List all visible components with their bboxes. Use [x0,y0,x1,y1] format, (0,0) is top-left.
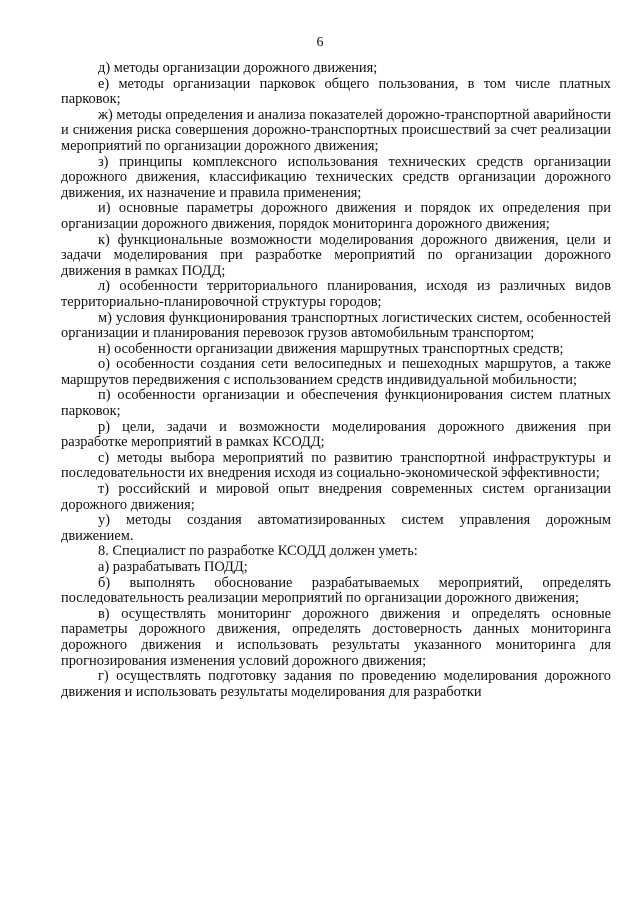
paragraph-d: д) методы организации дорожного движения; [98,60,378,76]
paragraph-i: и) основные параметры дорожного движения и порядок их определения при организации дорожного движения, порядок мониторинга дорожного движения; [61,200,611,232]
paragraph-u: у) методы создания автоматизированных систем управления дорожным движением. [61,512,611,544]
paragraph-o: о) особенности создания сети велосипедных и пешеходных маршрутов, а также маршрутов передвижения с использованием средств индивидуальной мобильности; [61,356,611,388]
paragraph-k: к) функциональные возможности моделирования дорожного движения, цели и задачи моделирования при разработке мероприятий по организации дорожного движения в рамках ПОДД; [61,231,611,279]
paragraph-r: р) цели, задачи и возможности моделирования дорожного движения при разработке мероприятий в рамках КСОДД; [61,418,611,451]
paragraph-g: г) осуществлять подготовку задания по проведению моделирования дорожного движения и использовать результаты моделирования для разработки [61,668,611,700]
paragraph-z: з) принципы комплексного использования технических средств организации дорожного движения, классификацию технических средств организации дорожного движения, их назначение и правила применения; [61,153,611,201]
paragraph-n: н) особенности организации движения маршрутных транспортных средств; [98,340,564,357]
paragraph-e: е) методы организации парковок общего пользования, в том числе платных парковок; [61,75,611,108]
paragraph-l: л) особенности территориального планирования, исходя из различных видов территориально-планировочной структуры городов; [61,278,611,310]
document-body [61,61,611,700]
page-number: 6 [316,35,324,50]
paragraph-v: в) осуществлять мониторинг дорожного движения и определять основные параметры дорожного движения, определять достоверность данных мониторинга дорожного движения и использовать результаты указанного мониторинга для прогнозирования изменения условий дорожного движения; [61,605,611,669]
paragraph-a: а) разрабатывать ПОДД; [98,559,248,575]
paragraph-zh: ж) методы определения и анализа показателей дорожно-транспортной аварийности и снижения риска совершения дорожно-транспортных происшествий за счет реализации мероприятий по организации дорожного движения; [61,106,611,154]
paragraph-t: т) российский и мировой опыт внедрения современных систем организации дорожного движения; [61,481,611,513]
section-8-heading: 8. Специалист по разработке КСОДД должен уметь: [98,543,418,560]
paragraph-m: м) условия функционирования транспортных логистических систем, особенностей организации и планирования перевозок грузов автомобильным транспортом; [61,309,611,342]
paragraph-s: с) методы выбора мероприятий по развитию транспортной инфраструктуры и последовательности их внедрения исходя из социально-экономической эффективности; [61,449,611,482]
paragraph-b: б) выполнять обоснование разрабатываемых мероприятий, определять последовательность реализации мероприятий по организации дорожного движения; [61,574,611,607]
paragraph-p: п) особенности организации и обеспечения функционирования систем платных парковок; [61,387,611,420]
